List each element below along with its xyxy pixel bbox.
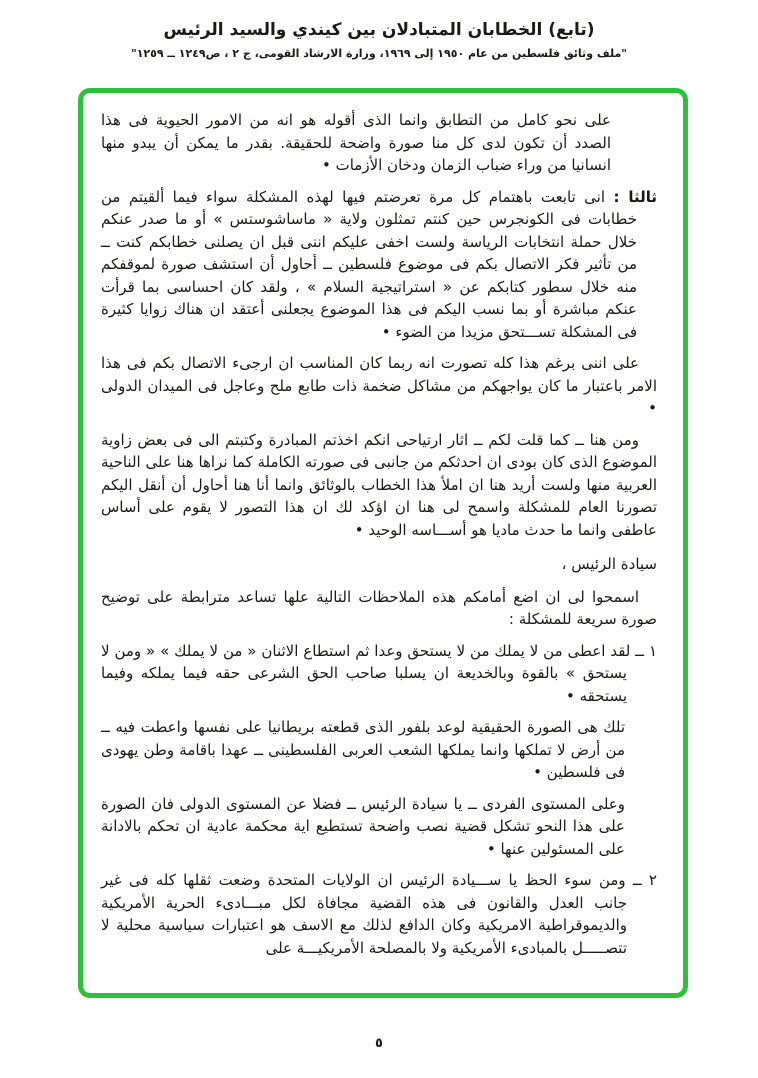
item-number: ١ ــ (635, 641, 657, 660)
salutation-heading: سيادة الرئيس ، (561, 555, 657, 573)
paragraph: اسمحوا لى ان اضع أمامكم هذه الملاحظات التالية علها تساعد مترابطة على توضيح صورة سريعة للمشكلة : (101, 587, 657, 628)
section-text: انى تابعت باهتمام كل مرة تعرضتم فيها لهذه المشكلة سواء فيما ألقيتم من خطابات فى الكونجرس حين كنتم تمثلون ولاية « ماساشوستس » أو ما صدر عنكم خلال حملة انتخابات الرياسة ولست اخفى عليكم اننى قبل ان يصلنى خطابكم كنت ــ من تأثير فكر الاتصال بكم فى موضوع فلسطين ــ أحاول أن استشف صورة لموقفكم منه خلال سطور كتابكم عن « استراتيجية السلام » ، ولقد كان احساسى بما قرأت عنكم مباشرة أو بما نسب اليكم فى هذا الموضوع يجعلنى أعتقد ان هناك زوايا كثيرة فى المشكلة تســـتحق مزيدا من الضوء • (101, 187, 637, 341)
page-title: (تابع) الخطابان المتبادلان بين كيندي والسيد الرئيس (163, 20, 595, 40)
section-label: ثالثا : (613, 187, 657, 206)
item-text: لقد اعطى من لا يملك من لا يستحق وعدا ثم استطاع الاثنان « من لا يملك » « ومن لا يستحق » بالقوة وبالخديعة ان يسلبا صاحب الحق الشرعى حقه فيما يملكه وفيما يستحقه • (101, 641, 631, 705)
numbered-item-2 (101, 869, 657, 959)
paragraph: وعلى المستوى الفردى ــ يا سيادة الرئيس ــ فضلا عن المستوى الدولى فان الصورة على هذا النحو تشكل قضية نصب واضحة تستطيع اية محكمة عادية ان تحكم بالادانة على المسئولين عنها • (101, 794, 625, 858)
source-citation: "ملف وثائق فلسطين من عام ١٩٥٠ إلى ١٩٦٩، وزارة الارشاد القومى، ج ٢ ، ص١٢٤٩ ــ ١٢٥٩" (130, 47, 627, 60)
page-number: ٥ (375, 1036, 383, 1051)
document-body (101, 109, 657, 959)
section-thalithan (101, 186, 657, 344)
paragraph-continuation: على نحو كامل من التطابق وانما الذى أقوله هو انه من الامور الحيوية فى هذا الصدد أن تكون لدى كل منا صورة واضحة للحقيقة. بقدر ما يمكن أن يبدو منها انسانيا من وراء ضباب الزمان ودخان الأزمات • (101, 111, 611, 174)
paragraph: على اننى برغم هذا كله تصورت انه ربما كان المناسب ان ارجىء الاتصال بكم فى هذا الامر باعتبار ما كان يواجهكم من مشاكل ضخمة ذات طابع ملح وعاجل فى الميدان الدولى • (101, 354, 657, 417)
item-text: ومن سوء الحظ يا ســـيادة الرئيس ان الولايات المتحدة وضعت ثقلها كله فى غير جانب العدل والقانون فى هذه القضية مجافاة لكل مبـــادىء الحرية الأمريكية والديموقراطية الامريكية وكان الدافع لذلك مع الاسف هو اعتبارات سياسية محلية لا تتصـــــل بالمبادىء الأمريكية ولا بالمصلحة الأمريكيـــة على (101, 871, 627, 957)
paragraph: ومن هنا ــ كما قلت لكم ــ اثار ارتياحى انكم اخذتم المبادرة وكتبتم الى فى بعض زاوية الموضوع الذى كان بودى ان احدثكم من جانبى فى صورته الكاملة كما نراها هنا على الناحية العربية منها ولست أريد هنا ان املأ هذا الخطاب بالوثائق وانما أنا هنا أحاول أن أنقل اليكم تصورنا العام للمشكلة واسمح لى هنا ان اؤكد لك ان هذا التصور لا يقوم على أساس عاطفى وانما ما حدث ماديا هو أســـاسه الوحيد • (101, 430, 657, 539)
paragraph: تلك هى الصورة الحقيقية لوعد بلفور الذى قطعته بريطانيا على نفسها واعطت فيه ــ من أرض لا تملكها وانما يملكها الشعب العربى الفلسطينى ــ عهدا باقامة وطن يهودى فى فلسطين • (101, 718, 625, 781)
numbered-item-1 (101, 640, 657, 708)
document-frame (78, 88, 688, 998)
item-number: ٢ ــ (632, 871, 657, 889)
page-header (0, 0, 758, 60)
